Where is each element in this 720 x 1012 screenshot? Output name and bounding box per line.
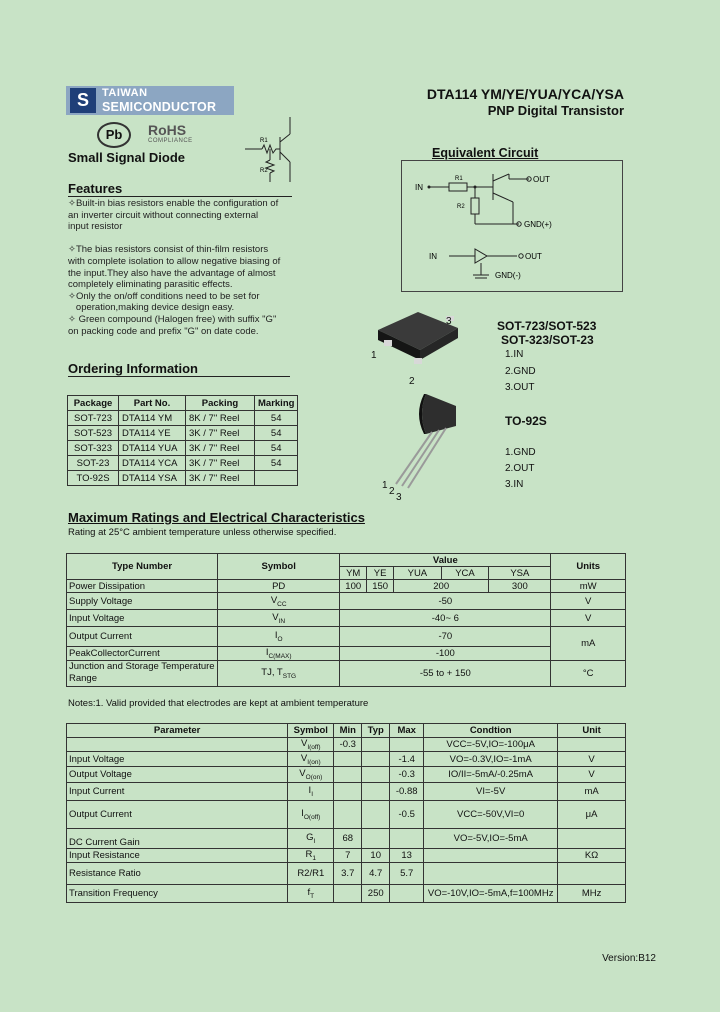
ch-param (67, 738, 288, 752)
ch-unit: KΩ (558, 849, 626, 863)
ch-min: -0.3 (334, 738, 362, 752)
pb-free-icon: Pb (97, 122, 131, 148)
ch-min: 68 (334, 829, 362, 849)
ordering-cell: SOT-23 (68, 456, 119, 471)
ch-cond (424, 863, 558, 885)
mr-value: -55 to + 150 (340, 660, 551, 686)
ch-cond: VCC=-50V,VI=0 (424, 801, 558, 829)
ch-max (390, 738, 424, 752)
notes: Notes:1. Valid provided that electrodes are kept at ambient temperature (68, 698, 369, 709)
logo-mark: S (70, 88, 96, 113)
to92-pin-desc: 1.GND (505, 447, 536, 458)
header-schematic-r1: R1 (260, 138, 268, 144)
table-row (67, 829, 626, 849)
mr-param: Input Voltage (67, 610, 218, 627)
ch-unit: mA (558, 783, 626, 801)
ordering-table (67, 395, 298, 486)
ordering-cell: DTA114 YM (119, 411, 186, 426)
ch-max: 13 (390, 849, 424, 863)
ch-unit (558, 829, 626, 849)
sot-pin-desc: 3.OUT (505, 382, 535, 393)
features-underline (68, 196, 292, 197)
ch-symbol: $f_T$ (288, 885, 334, 903)
header-schematic-r2: R2 (260, 168, 268, 174)
mr-sub-header: YUA (394, 567, 442, 580)
sot-package-label-1: SOT-723/SOT-523 (497, 319, 597, 333)
ordering-cell: 3K / 7" Reel (186, 456, 255, 471)
feature-line: input resistor (68, 221, 123, 233)
ch-symbol: $V_{I(off)}$ (288, 738, 334, 752)
ch-symbol: R2/R1 (288, 863, 334, 885)
to92-pin-desc: 3.IN (505, 479, 524, 490)
ordering-cell (255, 471, 298, 486)
ordering-cell: 54 (255, 456, 298, 471)
features-list (68, 198, 298, 337)
sot-package-drawing (370, 298, 470, 388)
part-title: DTA114 YM/YE/YUA/YCA/YSA (426, 86, 624, 102)
ch-typ (362, 829, 390, 849)
table-row (67, 593, 626, 610)
ordering-cell: 3K / 7" Reel (186, 441, 255, 456)
ordering-cell: DTA114 YCA (119, 456, 186, 471)
sot-pin-desc: 2.GND (505, 366, 536, 377)
ch-min: 3.7 (334, 863, 362, 885)
eq-gnd-label: GND(+) (524, 220, 552, 229)
ch-min (334, 885, 362, 903)
ch-max (390, 885, 424, 903)
ordering-cell: 8K / 7" Reel (186, 411, 255, 426)
ch-max: 5.7 (390, 863, 424, 885)
ch-unit (558, 863, 626, 885)
ordering-heading: Ordering Information (68, 361, 198, 376)
ch-cond (424, 849, 558, 863)
ch-param: Resistance Ratio (67, 863, 288, 885)
ch-cond: VI=-5V (424, 783, 558, 801)
ch-unit: MHz (558, 885, 626, 903)
small-signal-label: Small Signal Diode (68, 150, 186, 165)
mr-header-type: Type Number (67, 554, 218, 580)
ch-cond: IO/II=-5mA/-0.25mA (424, 767, 558, 783)
ch-min (334, 801, 362, 829)
ch-max: -1.4 (390, 752, 424, 767)
table-row (67, 752, 626, 767)
ch-param: DC Current Gain (67, 829, 288, 849)
ch-unit: V (558, 752, 626, 767)
ch-unit: V (558, 767, 626, 783)
ch-max (390, 829, 424, 849)
ch-header: Unit (558, 724, 626, 738)
feature-line: an inverter circuit without connecting external (68, 209, 259, 221)
ch-unit (558, 738, 626, 752)
feature-line: the input.They also have the advantage of almost (68, 267, 276, 279)
ch-symbol: $I_I$ (288, 783, 334, 801)
ch-typ (362, 752, 390, 767)
feature-line: on packing code and prefix "G" on date code. (68, 325, 259, 337)
ch-typ: 4.7 (362, 863, 390, 885)
mr-header-symbol: Symbol (218, 554, 340, 580)
ch-symbol: $I_{O(off)}$ (288, 801, 334, 829)
mr-header-units: Units (551, 554, 626, 580)
max-ratings-heading: Maximum Ratings and Electrical Characteristics (68, 510, 365, 525)
ch-cond: VO=-5V,IO=-5mA (424, 829, 558, 849)
ch-param: Input Resistance (67, 849, 288, 863)
eq-out2-label: OUT (525, 252, 542, 261)
mr-unit: mA (551, 627, 626, 661)
ch-cond: VO=-0.3V,IO=-1mA (424, 752, 558, 767)
ordering-cell: DTA114 YUA (119, 441, 186, 456)
mr-symbol: TJ, $T_{STG}$ (218, 660, 340, 686)
ordering-header: Marking (255, 396, 298, 411)
mr-value: 150 (367, 580, 394, 593)
ordering-cell: 3K / 7" Reel (186, 471, 255, 486)
ch-cond: VCC=-5V,IO=-100μA (424, 738, 558, 752)
ch-symbol: $R_1$ (288, 849, 334, 863)
table-row (67, 863, 626, 885)
table-row (67, 647, 626, 661)
ordering-cell: 54 (255, 441, 298, 456)
ordering-cell: 3K / 7" Reel (186, 426, 255, 441)
ch-symbol: $V_{O(on)}$ (288, 767, 334, 783)
mr-param: PeakCollectorCurrent (67, 647, 218, 661)
to92-pin-num: 2 (389, 486, 395, 497)
equivalent-circuit-title: Equivalent Circuit (432, 146, 539, 160)
mr-unit: V (551, 593, 626, 610)
ordering-cell: TO-92S (68, 471, 119, 486)
logo-text-semiconductor: SEMICONDUCTOR (102, 100, 217, 114)
rohs-label: RoHS (148, 122, 187, 138)
equivalent-circuit-diagram (401, 160, 621, 290)
logo-text-taiwan: TAIWAN (102, 87, 148, 99)
ordering-cell: SOT-723 (68, 411, 119, 426)
to92-pin-num: 3 (396, 492, 402, 503)
mr-param: Power Dissipation (67, 580, 218, 593)
version-label: Version:B12 (602, 953, 656, 964)
sot-pin-num: 1 (371, 350, 377, 361)
sot-package-label-2: SOT-323/SOT-23 (501, 333, 594, 347)
ch-cond: VO=-10V,IO=-5mA,f=100MHz (424, 885, 558, 903)
eq-in-label: IN (415, 183, 423, 192)
mr-value: -50 (340, 593, 551, 610)
table-row (67, 849, 626, 863)
mr-param: Junction and Storage Temperature Range (67, 660, 218, 686)
mr-unit: °C (551, 660, 626, 686)
table-row (68, 456, 298, 471)
feature-line: completely eliminating parasitic effects. (68, 279, 233, 291)
feature-line: ✧Only the on/off conditions need to be set for (68, 290, 260, 302)
mr-sub-header: YM (340, 567, 367, 580)
eq-r2-label: R2 (457, 204, 465, 210)
max-ratings-table (66, 553, 626, 687)
part-subtitle: PNP Digital Transistor (487, 103, 624, 118)
ch-unit: μA (558, 801, 626, 829)
feature-line: ✧The bias resistors consist of thin-film resistors (68, 244, 269, 256)
mr-sub-header: YE (367, 567, 394, 580)
mr-symbol: $V_{CC}$ (218, 593, 340, 610)
ch-symbol: $V_{I(on)}$ (288, 752, 334, 767)
features-heading: Features (68, 181, 123, 196)
eq-r1-label: R1 (455, 176, 463, 182)
table-row (67, 627, 626, 647)
table-row (67, 738, 626, 752)
table-row (68, 411, 298, 426)
table-row (67, 610, 626, 627)
table-row (67, 783, 626, 801)
table-row (67, 660, 626, 686)
ch-typ (362, 738, 390, 752)
ch-min (334, 767, 362, 783)
mr-symbol: $V_{IN}$ (218, 610, 340, 627)
table-row (67, 885, 626, 903)
ch-header: Parameter (67, 724, 288, 738)
mr-symbol: $I_{C(MAX)}$ (218, 647, 340, 661)
ordering-cell: 54 (255, 411, 298, 426)
mr-unit: V (551, 610, 626, 627)
mr-value: -100 (340, 647, 551, 661)
ordering-cell: DTA114 YE (119, 426, 186, 441)
mr-symbol: $I_O$ (218, 627, 340, 647)
mr-value: -40~ 6 (340, 610, 551, 627)
ch-max: -0.3 (390, 767, 424, 783)
sot-pin-num: 2 (409, 376, 415, 387)
rating-note: Rating at 25°C ambient temperature unless otherwise specified. (68, 527, 337, 538)
header-schematic-icon (240, 112, 310, 192)
ordering-header: Part No. (119, 396, 186, 411)
to92-pin-num: 1 (382, 480, 388, 491)
ch-param: Transition Frequency (67, 885, 288, 903)
ordering-cell: SOT-523 (68, 426, 119, 441)
ch-header: Typ (362, 724, 390, 738)
mr-value: 200 (394, 580, 489, 593)
ch-header: Symbol (288, 724, 334, 738)
table-row (67, 580, 626, 593)
feature-line: ✧Built-in bias resistors enable the configuration of (68, 198, 279, 209)
mr-sub-header: YCA (441, 567, 489, 580)
table-row (67, 801, 626, 829)
ch-min (334, 783, 362, 801)
feature-line: operation,making device design easy. (68, 302, 235, 314)
to92-pin-desc: 2.OUT (505, 463, 535, 474)
eq-in2-label: IN (429, 252, 437, 261)
ch-header: Min (334, 724, 362, 738)
feature-line: ✧ Green compound (Halogen free) with suffix "G" (68, 313, 277, 325)
table-row (68, 426, 298, 441)
ch-max: -0.88 (390, 783, 424, 801)
ch-param: Input Current (67, 783, 288, 801)
ch-max: -0.5 (390, 801, 424, 829)
ch-min (334, 752, 362, 767)
mr-value: 100 (340, 580, 367, 593)
mr-value: -70 (340, 627, 551, 647)
ordering-header: Package (68, 396, 119, 411)
ordering-cell: DTA114 YSA (119, 471, 186, 486)
eq-gnd2-label: GND(-) (495, 271, 521, 280)
mr-unit: mW (551, 580, 626, 593)
ch-header: Max (390, 724, 424, 738)
to92-package-label: TO-92S (505, 414, 547, 428)
ch-typ: 250 (362, 885, 390, 903)
ordering-header: Packing (186, 396, 255, 411)
eq-out-label: OUT (533, 175, 550, 184)
ch-symbol: $G_I$ (288, 829, 334, 849)
sot-pin-desc: 1.IN (505, 349, 524, 360)
rohs-sub-label: COMPLIANCE (148, 138, 193, 144)
table-row (67, 767, 626, 783)
feature-line: with complete isolation to allow negative biasing of (68, 255, 281, 267)
ch-typ (362, 783, 390, 801)
mr-value: 300 (489, 580, 551, 593)
ordering-cell: 54 (255, 426, 298, 441)
mr-symbol: PD (218, 580, 340, 593)
ordering-cell: SOT-323 (68, 441, 119, 456)
table-row (68, 441, 298, 456)
mr-sub-header: YSA (489, 567, 551, 580)
table-row (68, 471, 298, 486)
characteristics-table (66, 723, 626, 903)
ch-param: Input Voltage (67, 752, 288, 767)
to92-package-drawing (376, 392, 466, 492)
ch-typ (362, 801, 390, 829)
ch-typ: 10 (362, 849, 390, 863)
mr-param: Output Current (67, 627, 218, 647)
ch-param: Output Voltage (67, 767, 288, 783)
sot-pin-num: 3 (446, 316, 452, 327)
mr-param: Supply Voltage (67, 593, 218, 610)
ch-min: 7 (334, 849, 362, 863)
ch-typ (362, 767, 390, 783)
ch-header: Condtion (424, 724, 558, 738)
ordering-underline (68, 376, 290, 377)
feature-line (68, 233, 298, 245)
mr-header-value: Value (340, 554, 551, 567)
ch-param: Output Current (67, 801, 288, 829)
